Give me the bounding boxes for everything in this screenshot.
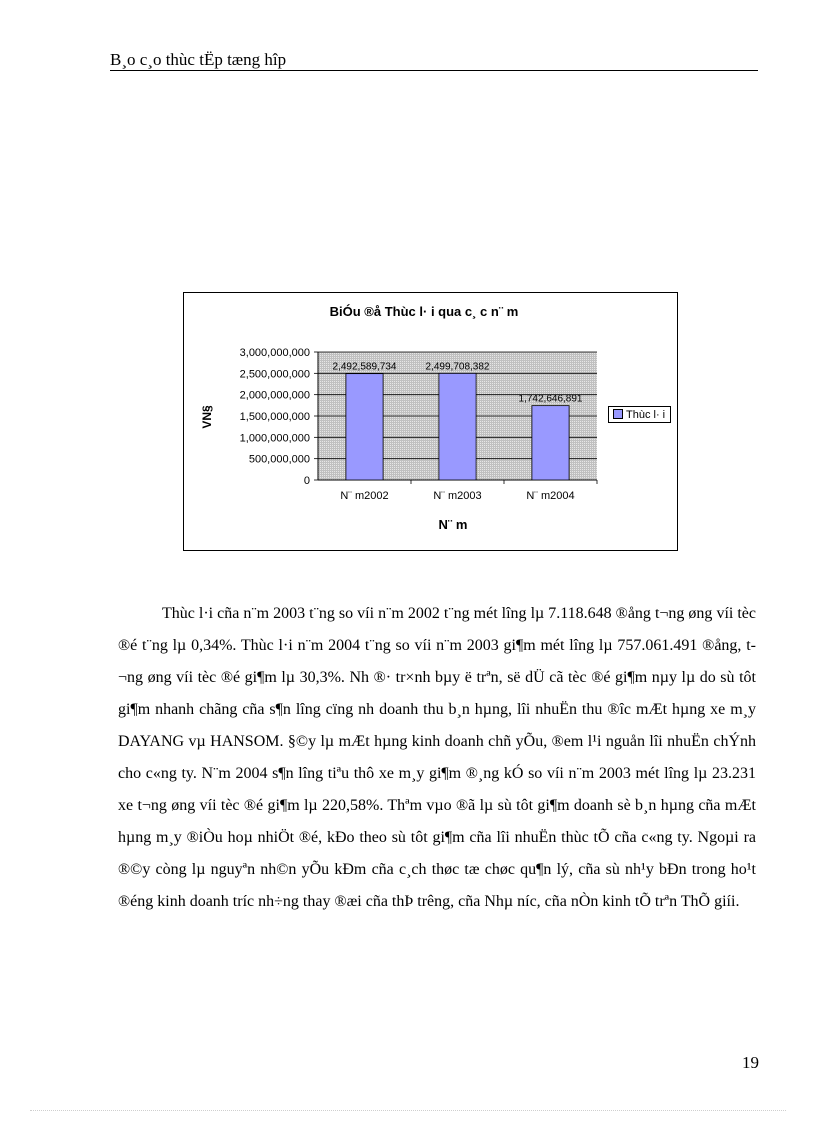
footer-dotted-rule <box>30 1110 786 1111</box>
chart-bar <box>532 406 569 480</box>
chart-y-tick-label: 1,500,000,000 <box>239 411 310 423</box>
chart-container <box>183 292 678 551</box>
chart-y-tick-label: 1,000,000,000 <box>239 432 310 445</box>
chart-x-tick-label: N¨ m2003 <box>433 490 482 502</box>
chart-bar <box>346 374 383 480</box>
chart-y-tick-label: 0 <box>303 475 310 487</box>
chart-x-axis-label: N¨ m <box>438 517 468 532</box>
page-number: 19 <box>742 1053 759 1072</box>
chart-title: BiÓu ®å Thùc l· i qua c¸ c n¨ m <box>329 304 519 319</box>
bar-chart <box>184 293 677 550</box>
chart-y-tick-label: 500,000,000 <box>248 453 310 466</box>
legend-swatch <box>613 409 623 419</box>
body-text <box>118 598 756 918</box>
legend-label: Thùc l· i <box>626 409 666 421</box>
chart-legend <box>608 406 671 423</box>
chart-y-axis-label: VN§ <box>200 405 214 429</box>
header-title: B¸o c¸o thùc tËp tæng hîp <box>110 50 287 69</box>
chart-bar <box>439 373 476 480</box>
chart-y-tick-label: 3,000,000,000 <box>239 347 310 359</box>
document-header <box>110 50 758 71</box>
body-paragraph: Thùc l·i cña n¨m 2003 t¨ng so víi n¨m 2002 t¨ng mét lîng lµ 7.118.648 ®ång t¬ng øng víi tèc ®é t¨ng lµ 0,34%. Thùc l·i n¨m 2004 t¨ng so víi n¨m 2003 gi¶m mét lîng lµ 757.061.491 ®ång, t¬ng øng víi tèc ®é gi¶m lµ 30,3%. Nh ®· tr×nh bµy ë trªn, së dÜ cã tèc ®é gi¶m nµy lµ do sù tôt gi¶m nhanh chãng cña s¶n lîng cïng nh doanh thu b¸n hµng, lîi nhuËn thu ®îc mÆt hµng xe m¸y DAYANG vµ HANSOM. §©y lµ mÆt hµng kinh doanh chñ yÕu, ®em l¹i nguån lîi nhuËn chÝnh cho c«ng ty. N¨m 2004 s¶n lîng tiªu thô xe m¸y gi¶m ®¸ng kÓ so víi n¨m 2003 mét lîng lµ 23.231 xe t¬ng øng víi tèc ®é gi¶m lµ 220,58%. Thªm vµo ®ã lµ sù tôt gi¶m doanh sè b¸n hµng cña mÆt hµng m¸y ®iÒu hoµ nhiÖt ®é, kÐo theo sù tôt gi¶m cña lîi nhuËn thùc tÕ cña c«ng ty. Ngoµi ra ®©y còng lµ nguyªn nh©n yÕu kÐm cña c¸ch thøc tæ chøc qu¶n lý, cña sù nh¹y bÐn trong ho¹t ®éng kinh doanh tríc nh÷ng thay ®æi cña thÞ trêng, cña Nhµ níc, cña nÒn kinh tÕ trªn ThÕ giíi. <box>118 605 756 910</box>
chart-data-label: 2,492,589,734 <box>332 361 397 373</box>
chart-y-tick-label: 2,500,000,000 <box>239 368 310 381</box>
chart-y-tick-label: 2,000,000,000 <box>239 389 310 402</box>
chart-x-tick-label: N¨ m2002 <box>340 490 389 502</box>
chart-data-label: 2,499,708,382 <box>425 361 490 373</box>
chart-data-label: 1,742,646,891 <box>518 393 583 405</box>
chart-x-tick-label: N¨ m2004 <box>526 490 575 502</box>
